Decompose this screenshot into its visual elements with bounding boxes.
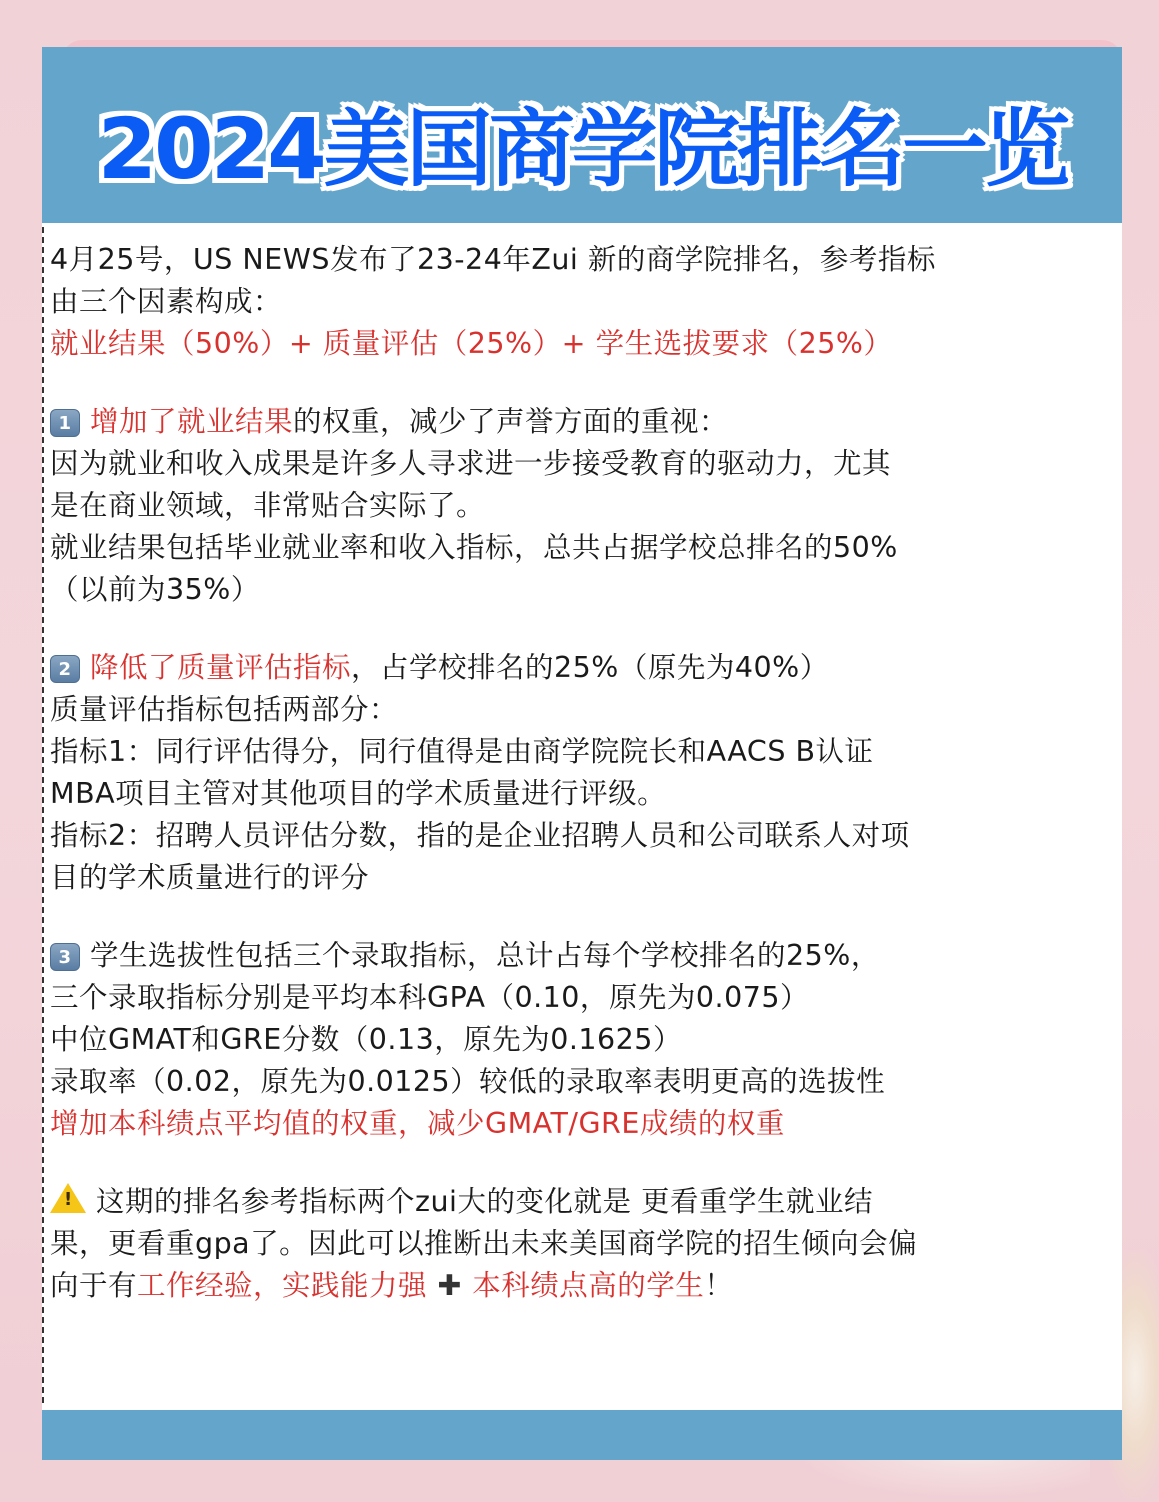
section-3-line: 录取率（0.02，原先为0.0125）较低的录取率表明更高的选拔性 bbox=[50, 1065, 886, 1098]
plus-icon: ✚ bbox=[427, 1269, 473, 1302]
number-3-icon: 3 bbox=[50, 943, 80, 971]
content-card bbox=[42, 47, 1122, 1460]
title-banner bbox=[42, 47, 1122, 223]
conclusion-highlight-2: 本科绩点高的学生 bbox=[472, 1269, 705, 1302]
section-2-heading bbox=[50, 647, 1120, 689]
section-2-line: 质量评估指标包括两部分： bbox=[50, 693, 399, 726]
conclusion-prefix: 向于有 bbox=[50, 1269, 138, 1302]
number-1-icon: 1 bbox=[50, 409, 80, 437]
page-title: 2024美国商学院排名一览 bbox=[97, 99, 1067, 198]
conclusion-line-2: 果，更看重gpa了。因此可以推断出未来美国商学院的招生倾向会偏 bbox=[50, 1227, 918, 1260]
conclusion-text-1: 这期的排名参考指标两个zui大的变化就是 更看重学生就业结 bbox=[96, 1185, 874, 1218]
conclusion-line-1 bbox=[50, 1181, 1120, 1223]
warning-icon: ! bbox=[50, 1183, 86, 1213]
section-1-line: 是在商业领域，非常贴合实际了。 bbox=[50, 489, 486, 522]
section-1-line: （以前为35%） bbox=[50, 573, 260, 606]
section-1-heading bbox=[50, 401, 1120, 443]
conclusion-highlight-1: 工作经验，实践能力强 bbox=[137, 1269, 428, 1302]
section-2-line: 指标2：招聘人员评估分数，指的是企业招聘人员和公司联系人对项 bbox=[50, 819, 910, 852]
section-1-line: 因为就业和收入成果是许多人寻求进一步接受教育的驱动力，尤其 bbox=[50, 447, 892, 480]
section-3-heading-text: 学生选拔性包括三个录取指标，总计占每个学校排名的25%， bbox=[90, 939, 880, 972]
conclusion-suffix: ！ bbox=[704, 1269, 734, 1302]
section-1-line: 就业结果包括毕业就业率和收入指标，总共占据学校总排名的50% bbox=[50, 531, 898, 564]
section-2-heading-text: ，占学校排名的25%（原先为40%） bbox=[351, 651, 829, 684]
intro-line-1: 4月25号，US NEWS发布了23-24年Zui 新的商学院排名，参考指标 bbox=[50, 243, 936, 276]
dashed-left-edge bbox=[42, 227, 44, 1407]
number-2-icon: 2 bbox=[50, 655, 80, 683]
section-2-line: MBA项目主管对其他项目的学术质量进行评级。 bbox=[50, 777, 667, 810]
section-2-line: 指标1：同行评估得分，同行值得是由商学院院长和AACS B认证 bbox=[50, 735, 874, 768]
conclusion-line-3 bbox=[50, 1265, 1120, 1307]
section-1-heading-text: 的权重，减少了声誉方面的重视： bbox=[293, 405, 729, 438]
section-3-line: 中位GMAT和GRE分数（0.13，原先为0.1625） bbox=[50, 1023, 682, 1056]
section-2-heading-highlight: 降低了质量评估指标 bbox=[90, 651, 352, 684]
section-3-highlight: 增加本科绩点平均值的权重，减少GMAT/GRE成绩的权重 bbox=[50, 1107, 785, 1140]
section-1-heading-highlight: 增加了就业结果 bbox=[90, 405, 294, 438]
footer-bar bbox=[42, 1410, 1122, 1460]
article-body bbox=[50, 239, 1120, 1307]
section-3-line: 三个录取指标分别是平均本科GPA（0.10，原先为0.075） bbox=[50, 981, 809, 1014]
weight-formula: 就业结果（50%）+ 质量评估（25%）+ 学生选拔要求（25%） bbox=[50, 327, 893, 360]
section-3-heading bbox=[50, 935, 1120, 977]
intro-line-2: 由三个因素构成： bbox=[50, 285, 283, 318]
section-2-line: 目的学术质量进行的评分 bbox=[50, 861, 370, 894]
